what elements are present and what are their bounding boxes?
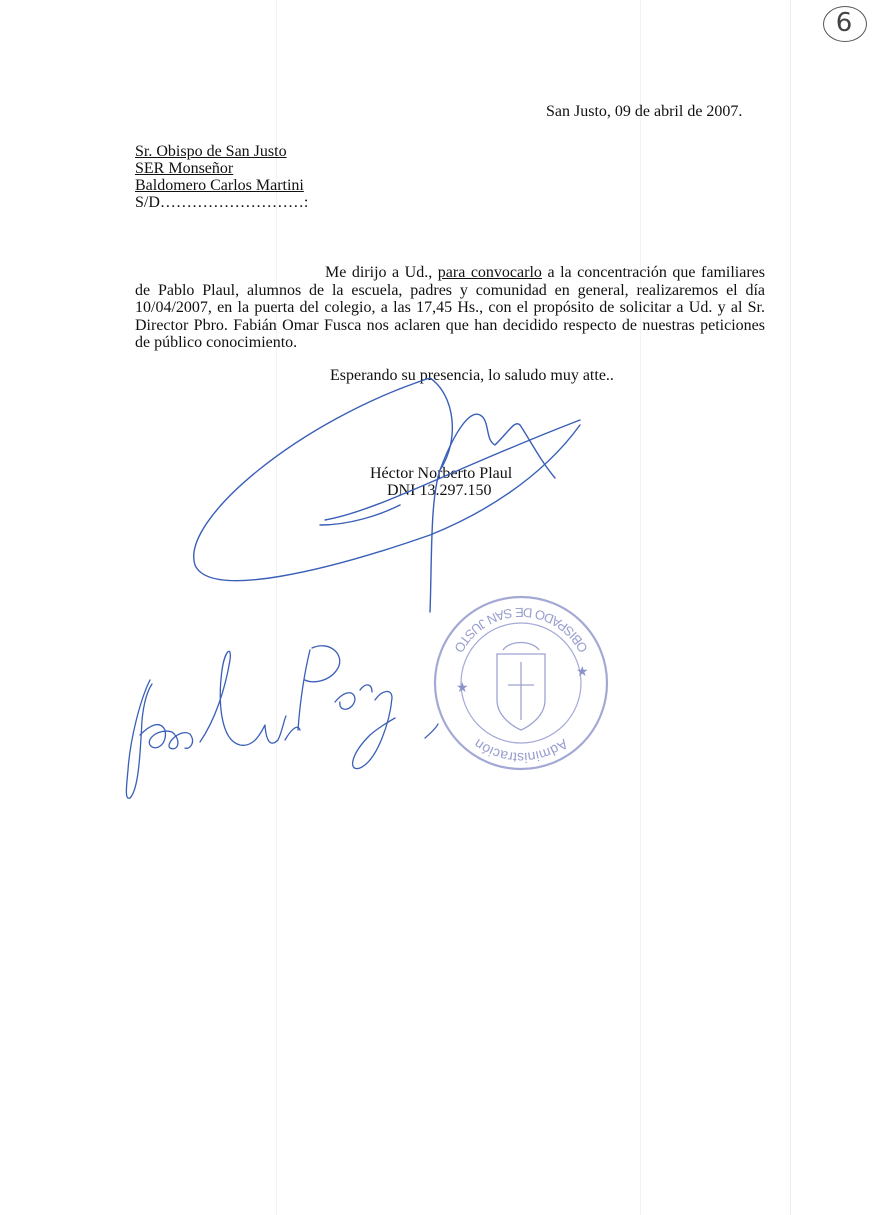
- date-line: San Justo, 09 de abril de 2007.: [546, 103, 743, 120]
- stamp-bottom-text: OBISPADO DE SAN JUSTO: [451, 604, 591, 656]
- blue-signature: [194, 378, 580, 612]
- closing-line: Esperando su presencia, lo saludo muy atte..: [330, 367, 614, 384]
- page-number: 6: [835, 8, 853, 38]
- body-intro: Me dirijo a Ud.,: [325, 264, 433, 281]
- recipient-line-1: Sr. Obispo de San Justo: [135, 143, 287, 160]
- body-underlined: para convocarlo: [437, 264, 542, 281]
- stamp-star-icon: ★: [576, 664, 589, 680]
- signer-dni: DNI 13.297.150: [387, 482, 492, 499]
- institution-stamp: [435, 597, 607, 769]
- signer-name: Héctor Norberto Plaul: [370, 465, 513, 482]
- recipient-line-3: Baldomero Carlos Martini: [135, 177, 304, 194]
- recipient-line-4: S/D………………………:: [135, 194, 309, 211]
- stamp-emblem-icon: [497, 643, 545, 731]
- stamp-star-icon: ★: [456, 680, 469, 696]
- body-rest: a la concentración que familiares de Pablo Plaul, alumnos de la escuela, padres y comunidad en general, realizaremos el día 10/04/2007, en la puerta del colegio, a las 17,45 Hs., con el propósito de solicitar a Ud. y al Sr. Director Pbro. Fabián Omar Fusca nos aclaren que han decidido respecto de nuestras peticiones de público conocimiento.: [135, 264, 765, 351]
- handwritten-signature: [126, 646, 438, 798]
- stamp-top-text: Administración: [470, 735, 572, 766]
- recipient-line-2: SER Monseñor: [135, 160, 234, 177]
